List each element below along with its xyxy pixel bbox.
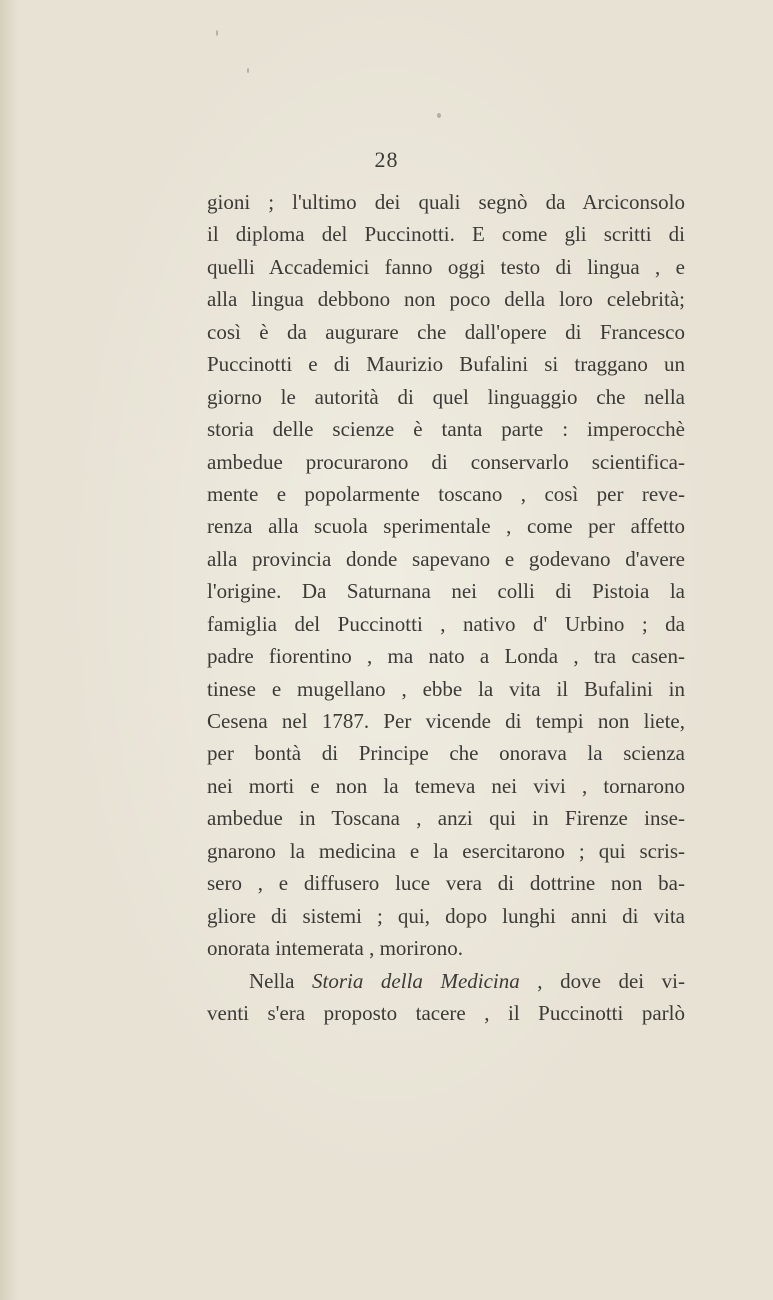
text-line: renza alla scuola sperimentale , come per affetto bbox=[207, 514, 685, 539]
text-line: sero , e diffusero luce vera di dottrine non ba- bbox=[207, 871, 685, 896]
text-run: , dove dei vi- bbox=[519, 968, 685, 993]
text-line: famiglia del Puccinotti , nativo d' Urbino ; da bbox=[207, 611, 685, 636]
paragraph-start-line bbox=[207, 965, 685, 997]
text-line: onorata intemerata , morirono. bbox=[207, 936, 463, 961]
ink-speck bbox=[437, 113, 441, 118]
text-line: gioni ; l'ultimo dei quali segnò da Arciconsolo bbox=[207, 190, 685, 214]
text-line: gnarono la medicina e la esercitarono ; qui scris- bbox=[207, 838, 685, 863]
text-line: giorno le autorità di quel linguaggio che nella bbox=[207, 384, 685, 409]
text-line: nei morti e non la temeva nei vivi , tornarono bbox=[207, 773, 685, 798]
text-line: mente e popolarmente toscano , così per reve- bbox=[207, 481, 685, 506]
text-line: alla lingua debbono non poco della loro celebrità; bbox=[207, 287, 685, 312]
text-line: ambedue in Toscana , anzi qui in Firenze inse- bbox=[207, 806, 685, 831]
text-line: padre fiorentino , ma nato a Londa , tra casen- bbox=[207, 644, 685, 669]
text-line: il diploma del Puccinotti. E come gli scritti di bbox=[207, 222, 685, 247]
book-title-italic: Storia della Medicina bbox=[312, 968, 520, 993]
text-line: venti s'era proposto tacere , il Puccinotti parlò bbox=[207, 1000, 685, 1025]
text-line: per bontà di Principe che onorava la scienza bbox=[207, 741, 685, 766]
text-line: Cesena nel 1787. Per vicende di tempi non liete, bbox=[207, 709, 685, 733]
text-line: storia delle scienze è tanta parte : imperocchè bbox=[207, 417, 685, 442]
text-run: Nella bbox=[249, 968, 313, 993]
ink-speck bbox=[216, 30, 218, 36]
text-line: quelli Accademici fanno oggi testo di lingua , e bbox=[207, 254, 685, 279]
body-text bbox=[207, 186, 685, 1029]
text-line: l'origine. Da Saturnana nei colli di Pistoia la bbox=[207, 579, 685, 604]
text-line: ambedue procurarono di conservarlo scientifica- bbox=[207, 449, 685, 474]
ink-speck bbox=[247, 68, 249, 73]
text-line: Puccinotti e di Maurizio Bufalini si traggano un bbox=[207, 352, 685, 377]
text-line: così è da augurare che dall'opere di Francesco bbox=[207, 319, 685, 344]
text-line: gliore di sistemi ; qui, dopo lunghi anni di vita bbox=[207, 903, 685, 928]
text-line: alla provincia donde sapevano e godevano d'avere bbox=[207, 546, 685, 571]
page-number: 28 bbox=[374, 147, 399, 172]
text-line: tinese e mugellano , ebbe la vita il Bufalini in bbox=[207, 676, 685, 701]
